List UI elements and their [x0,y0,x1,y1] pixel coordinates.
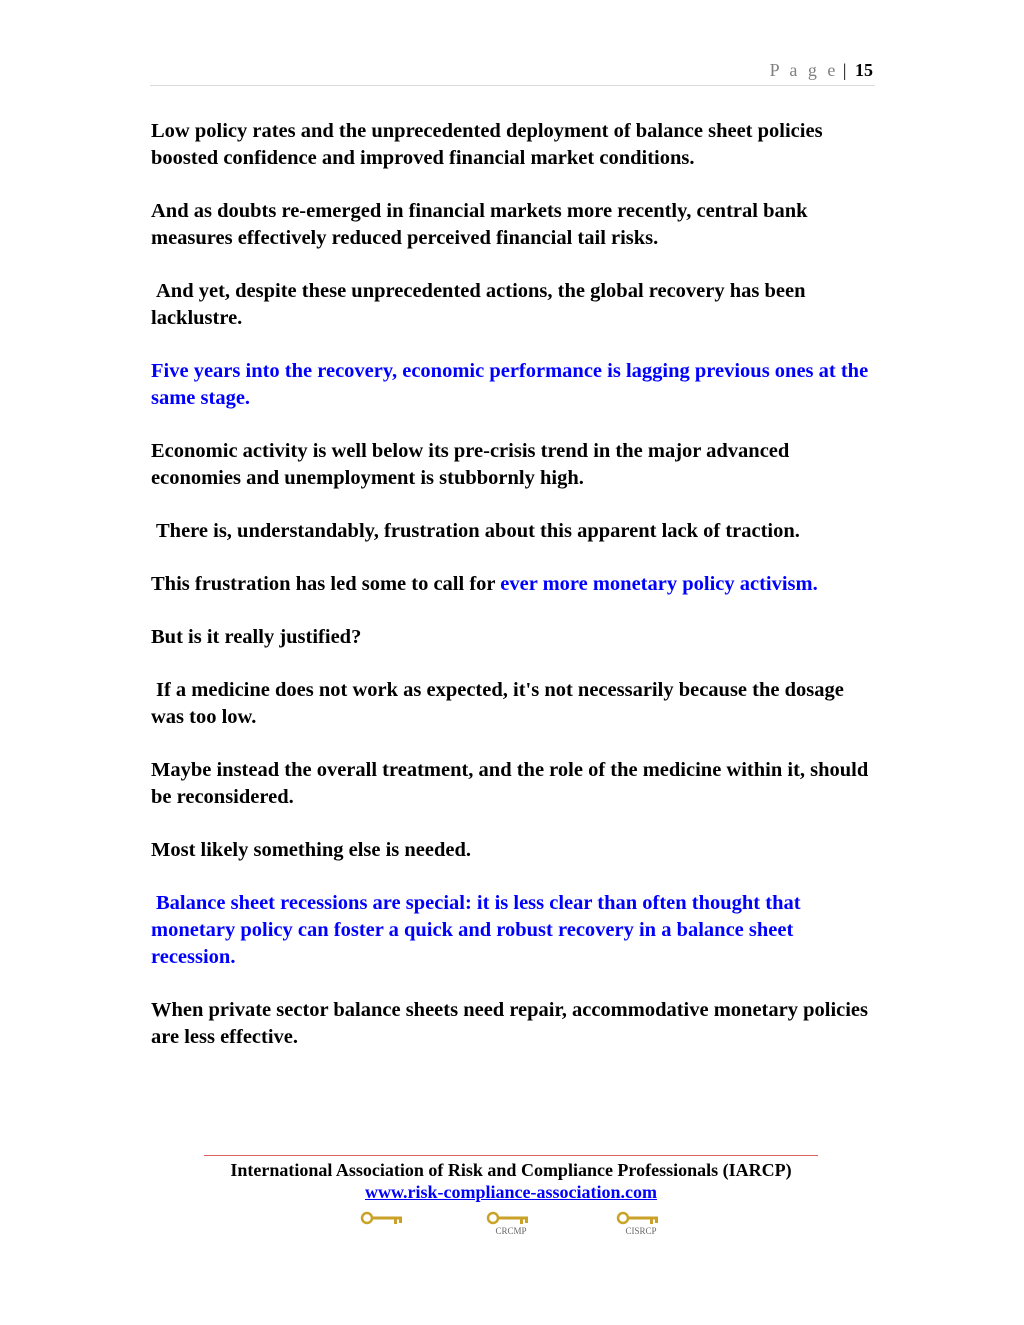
paragraph: There is, understandably, frustration about this apparent lack of traction. [156,520,800,542]
paragraph: Low policy rates and the unprecedented deployment of balance sheet policies boosted confidence and improved financial market conditions. [151,120,823,169]
paragraph: Economic activity is well below its pre-crisis trend in the major advanced economies and unemployment is stubbornly high. [151,440,790,489]
page-number-label [770,60,873,81]
organization-name: International Association of Risk and Compliance Professionals (IARCP) [230,1160,792,1180]
logo-caption: CISRCP [625,1226,657,1236]
page-number: 15 [855,60,873,80]
paragraph: Most likely something else is needed. [151,839,472,861]
highlighted-phrase: ever more monetary policy activism. [500,573,818,595]
paragraph: And yet, despite these unprecedented actions, the global recovery has been lacklustre. [151,280,806,329]
key-icon [616,1210,666,1238]
paragraph [151,571,881,598]
paragraph: But is it really justified? [151,626,362,648]
highlighted-paragraph: Balance sheet recessions are special: it is less clear than often thought that monetary policy can foster a quick and robust recovery in a balance sheet recession. [151,892,801,968]
website-link[interactable]: www.risk-compliance-association.com [365,1182,657,1202]
footer-logos [360,1210,670,1240]
key-icon [360,1210,410,1238]
paragraph: And as doubts re-emerged in financial markets more recently, central bank measures effectively reduced perceived financial tail risks. [151,200,808,249]
paragraph: Maybe instead the overall treatment, and the role of the medicine within it, should be reconsidered. [151,759,869,808]
paragraph: If a medicine does not work as expected, it's not necessarily because the dosage was too low. [151,679,844,728]
paragraph: When private sector balance sheets need repair, accommodative monetary policies are less effective. [151,999,869,1048]
body-text [151,118,881,1077]
page-header [150,58,875,86]
logo-caption: CRCMP [495,1226,527,1236]
highlighted-paragraph: Five years into the recovery, economic performance is lagging previous ones at the same stage. [151,360,869,409]
page-word: P a g e [769,60,839,80]
paragraph-text: This frustration has led some to call for [151,573,501,595]
page-separator: | [842,60,847,80]
page-footer [204,1155,818,1203]
key-icon [486,1210,536,1238]
